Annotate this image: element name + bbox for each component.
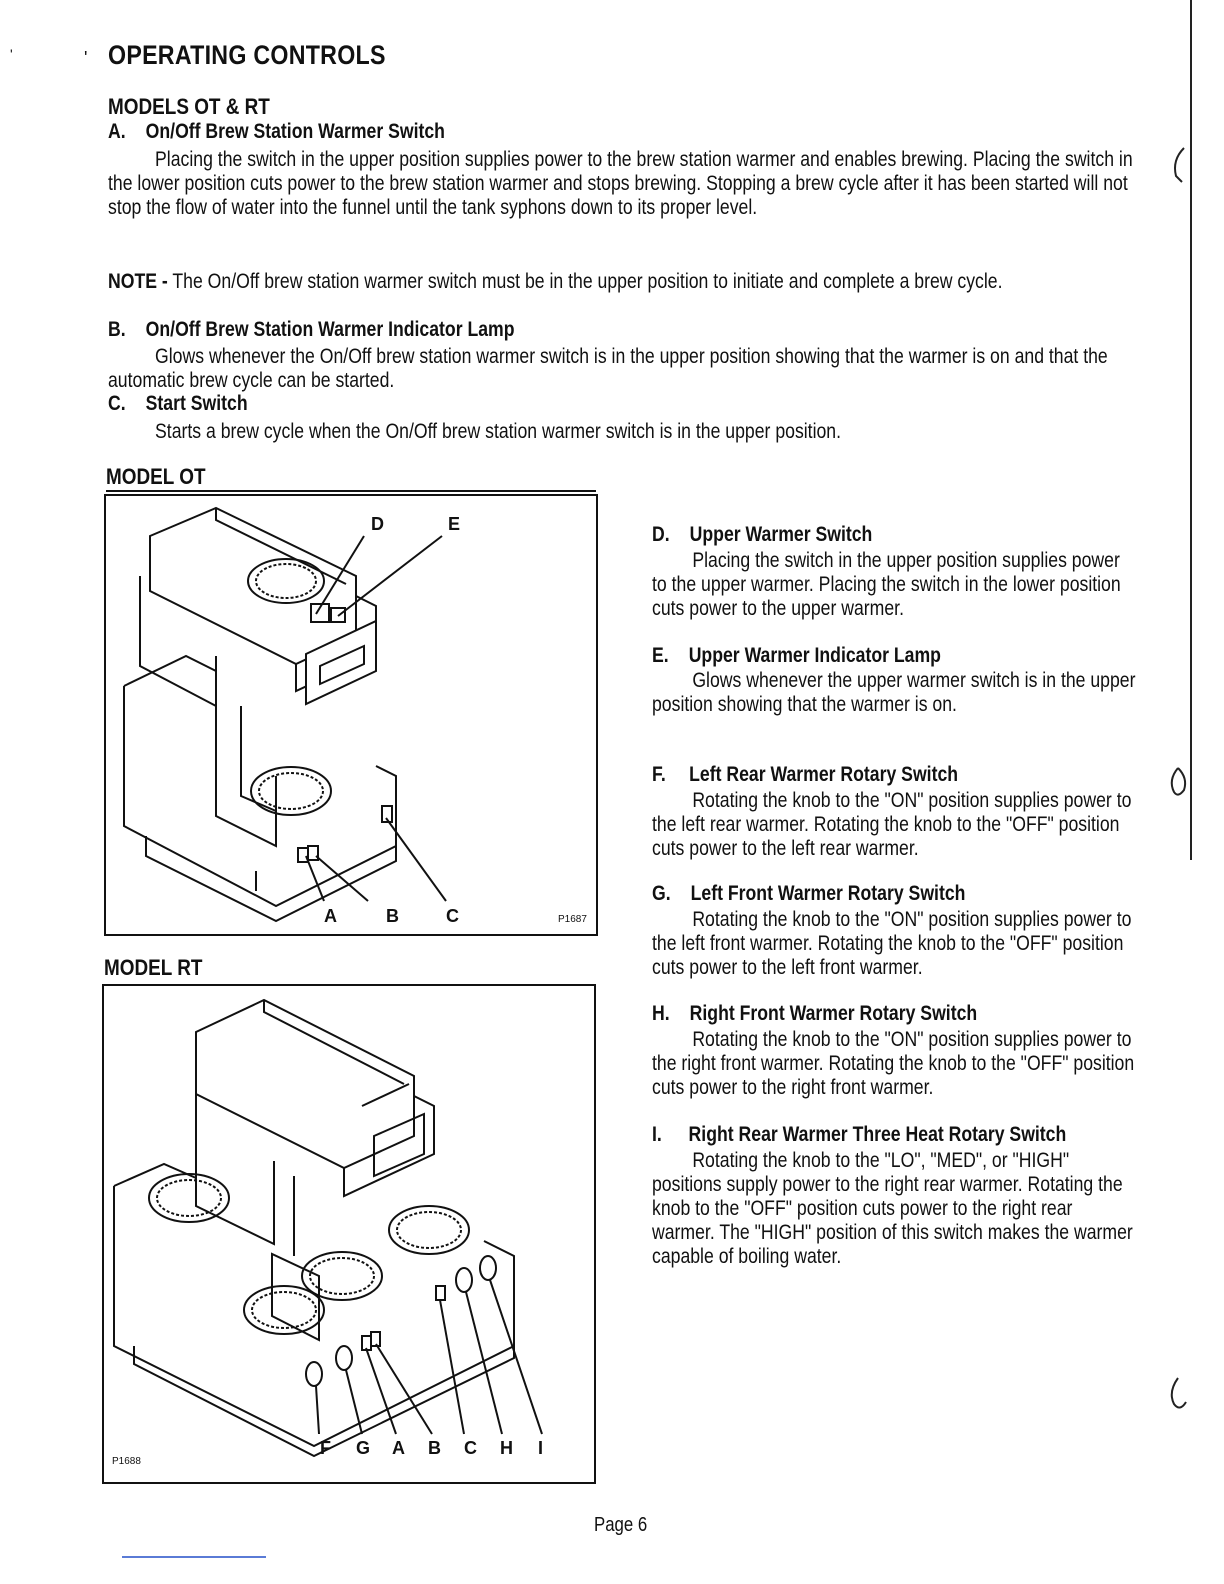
item-i-heading: [652, 1123, 1066, 1147]
callout-a: A: [324, 906, 337, 926]
page-title: OPERATING CONTROLS: [108, 40, 386, 70]
item-b-text: Glows whenever the On/Off brew station warmer switch is in the upper position showing that the warmer is on and that the automatic brew cycle can be started.: [108, 345, 1108, 392]
item-d-heading: [652, 523, 872, 547]
item-title: Upper Warmer Indicator Lamp: [688, 644, 941, 667]
item-letter: I.: [652, 1123, 662, 1146]
model-ot-heading: MODEL OT: [106, 464, 206, 489]
item-title: Start Switch: [145, 392, 248, 415]
model-ot-figure: [104, 494, 598, 936]
item-letter: B.: [108, 318, 126, 341]
item-g-heading: [652, 882, 965, 906]
binder-hole-icon: [1164, 1370, 1194, 1430]
item-letter: C.: [108, 392, 126, 415]
figure-code: P1688: [112, 1456, 141, 1467]
item-e-text: Glows whenever the upper warmer switch is in the upper position showing that the warmer is on.: [652, 669, 1136, 716]
callout-d: D: [371, 514, 384, 534]
note: [108, 270, 1143, 294]
scan-edge-line: [1190, 0, 1192, 860]
item-letter: D.: [652, 523, 670, 546]
note-text: The On/Off brew station warmer switch must be in the upper position to initiate and complete a brew cycle.: [172, 270, 1003, 293]
item-title: On/Off Brew Station Warmer Switch: [145, 120, 445, 143]
item-c-text: Starts a brew cycle when the On/Off brew station warmer switch is in the upper position.: [155, 420, 842, 443]
item-f-heading: [652, 763, 958, 787]
binder-hole-icon: [1164, 140, 1194, 200]
item-title: Right Front Warmer Rotary Switch: [689, 1002, 978, 1025]
divider: [106, 490, 596, 492]
item-title: Left Rear Warmer Rotary Switch: [689, 763, 959, 786]
item-title: Upper Warmer Switch: [689, 523, 873, 546]
divider: [122, 1556, 266, 1558]
item-b-heading: [108, 318, 515, 342]
item-d-text: Placing the switch in the upper position supplies power to the upper warmer. Placing the switch in the lower position cuts power to the upper warmer.: [652, 549, 1121, 620]
item-a-text: Placing the switch in the upper position supplies power to the brew station warmer and enables brewing. Placing the switch in the lower position cuts power to the brew station warmer and stops brewing. Stopping a brew cycle after it has been started will not stop the flow of water into the funnel until the tank syphons down to its proper level.: [108, 148, 1133, 219]
item-e-heading: [652, 644, 941, 668]
item-title: On/Off Brew Station Warmer Indicator Lamp: [145, 318, 515, 341]
callout-c: C: [446, 906, 459, 926]
callout-b: B: [386, 906, 399, 926]
binder-hole-icon: [1164, 760, 1194, 820]
callout-g: G: [356, 1438, 371, 1458]
callout-a: A: [392, 1438, 405, 1458]
item-c-heading: [108, 392, 248, 416]
section-heading: MODELS OT & RT: [108, 94, 270, 119]
callout-c: C: [464, 1438, 477, 1458]
model-rt-figure: [102, 984, 596, 1484]
model-rt-drawing: [104, 986, 594, 1482]
scan-mark: ': [84, 48, 88, 68]
item-letter: G.: [652, 882, 671, 905]
item-f-text: Rotating the knob to the "ON" position supplies power to the left rear warmer. Rotating the knob to the "OFF" position cuts power to the left rear warmer.: [652, 789, 1132, 860]
callout-b: B: [428, 1438, 441, 1458]
callout-h: H: [500, 1438, 513, 1458]
item-title: Right Rear Warmer Three Heat Rotary Switch: [688, 1123, 1067, 1146]
item-title: Left Front Warmer Rotary Switch: [690, 882, 966, 905]
figure-code: P1687: [558, 914, 587, 925]
item-letter: A.: [108, 120, 126, 143]
item-h-heading: [652, 1002, 977, 1026]
model-ot-drawing: [106, 496, 596, 934]
item-h-text: Rotating the knob to the "ON" position supplies power to the right front warmer. Rotating the knob to the "OFF" position cuts power to the right front warmer.: [652, 1028, 1135, 1099]
item-i-text: Rotating the knob to the "LO", "MED", or "HIGH" positions supply power to the right rear warmer. Rotating the knob to the "OFF" position cuts power to the right rear warmer. The "HIGH" position of this switch makes the warmer capable of boiling water.: [652, 1149, 1133, 1268]
page-number: Page 6: [594, 1514, 648, 1536]
item-letter: F.: [652, 763, 666, 786]
note-label: NOTE -: [108, 270, 168, 293]
model-rt-heading: MODEL RT: [104, 955, 203, 980]
scan-mark: ': [10, 46, 13, 62]
item-letter: E.: [652, 644, 669, 667]
callout-f: F: [320, 1438, 331, 1458]
callout-e: E: [448, 514, 461, 534]
item-g-text: Rotating the knob to the "ON" position supplies power to the left front warmer. Rotating the knob to the "OFF" position cuts power to the left front warmer.: [652, 908, 1132, 979]
callout-i: I: [538, 1438, 544, 1458]
item-letter: H.: [652, 1002, 670, 1025]
item-a-heading: [108, 120, 445, 144]
